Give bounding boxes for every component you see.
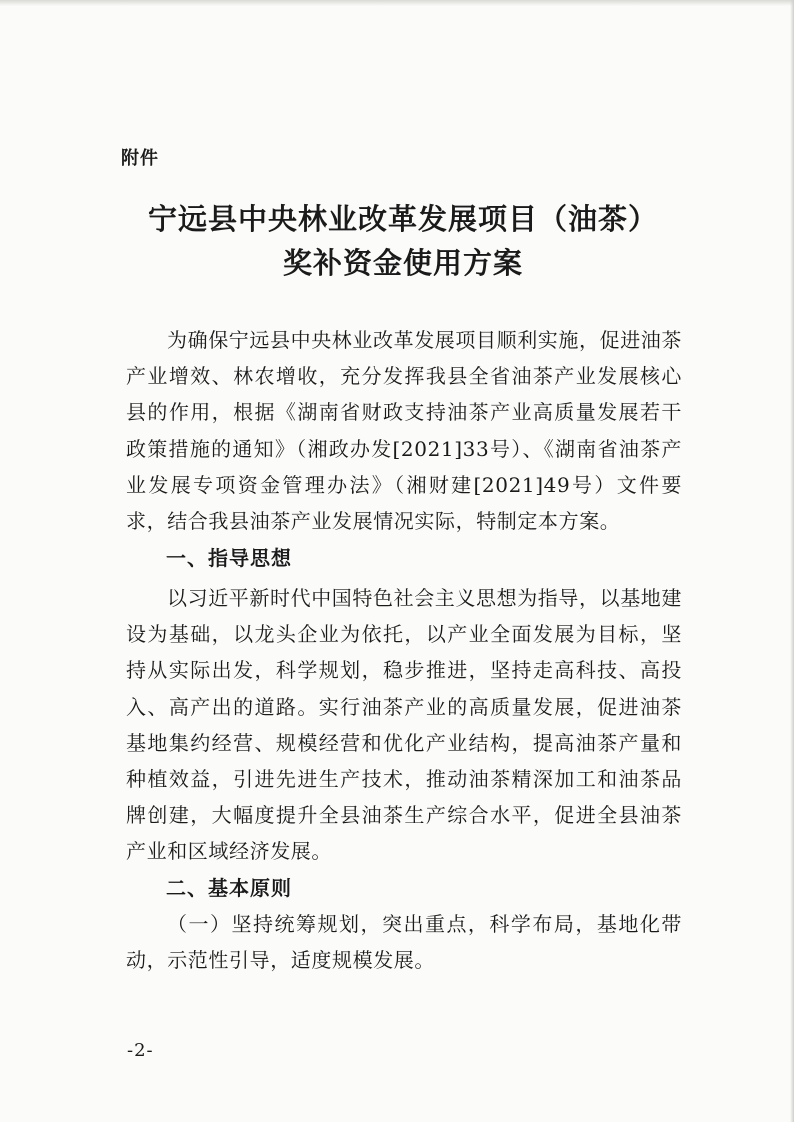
section-2-paragraph	[126, 906, 682, 978]
page-number: -2-	[127, 1040, 154, 1061]
section-2-heading: 二、基本原则	[166, 876, 292, 900]
scan-edge-right	[790, 0, 794, 1122]
document-title-line-2: 奖补资金使用方案	[282, 246, 523, 280]
section-1-heading: 一、指导思想	[166, 546, 292, 570]
attachment-label: 附件	[121, 148, 159, 169]
section-1-text: 以习近平新时代中国特色社会主义思想为指导，以基地建设为基础，以龙头企业为依托，以产业全面发展为目标，坚持从实际出发，科学规划，稳步推进，坚持走高科技、高投入、高产出的道路。实行油茶产业的高质量发展，促进油茶基地集约经营、规模经营和优化产业结构，提高油茶产量和种植效益，引进先进生产技术，推动油茶精深加工和油茶品牌创建，大幅度提升全县油茶生产综合水平，促进全县油茶产业和区域经济发展。	[126, 586, 682, 864]
scan-edge-top	[0, 0, 794, 6]
intro-text: 为确保宁远县中央林业改革发展项目顺利实施，促进油茶产业增效、林农增收，充分发挥我县全省油茶产业发展核心县的作用，根据《湖南省财政支持油茶产业高质量发展若干政策措施的通知》（湘政办发[2021]33号）、《湖南省油茶产业发展专项资金管理办法》（湘财建[2021]49号）文件要求，结合我县油茶产业发展情况实际，特制定本方案。	[126, 328, 682, 534]
section-1-paragraph	[126, 580, 682, 870]
intro-paragraph	[126, 322, 682, 539]
section-2-item-1: （一）坚持统筹规划，突出重点，科学布局，基地化带动，示范性引导，适度规模发展。	[126, 912, 682, 973]
document-title-line-1: 宁远县中央林业改革发展项目（油茶）	[147, 202, 658, 236]
